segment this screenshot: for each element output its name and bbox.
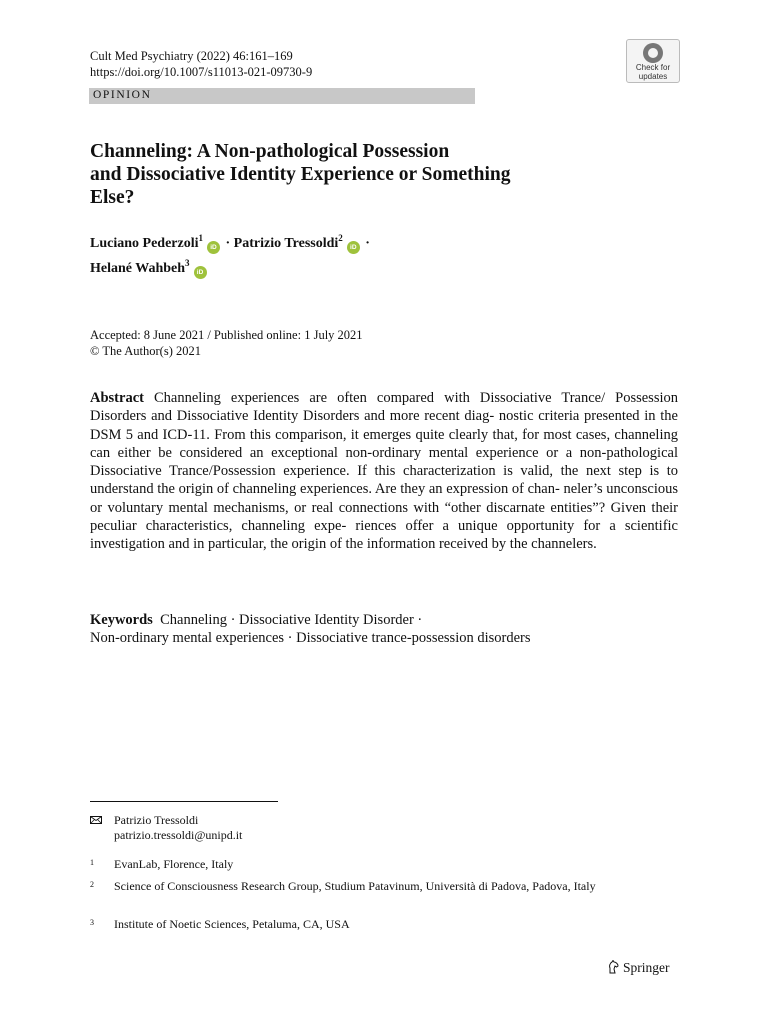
footnote-number: 1	[90, 858, 94, 867]
keywords	[90, 611, 690, 648]
check-for-updates-badge[interactable]	[626, 39, 680, 83]
section-label: OPINION	[93, 89, 152, 101]
orcid-icon[interactable]: iD	[194, 266, 207, 279]
correspondence-email[interactable]: patrizio.tressoldi@unipd.it	[114, 828, 243, 842]
affiliation-mark: 2	[338, 233, 343, 243]
orcid-icon[interactable]: iD	[347, 241, 360, 254]
author-name[interactable]: Patrizio Tressoldi	[233, 236, 339, 251]
citation: Cult Med Psychiatry (2022) 46:161–169	[90, 49, 293, 63]
badge-text-1: Check for	[635, 63, 671, 72]
article-title	[90, 140, 650, 209]
correspondence	[90, 813, 242, 843]
author-separator: ·	[365, 236, 370, 251]
title-line: Else?	[90, 187, 135, 208]
title-line: Channeling: A Non-pathological Possession	[90, 141, 450, 162]
keywords-label: Keywords	[90, 612, 153, 628]
author-name[interactable]: Luciano Pederzoli	[90, 236, 199, 251]
section-banner	[89, 88, 475, 104]
journal-header	[90, 48, 312, 80]
footnote-number: 2	[90, 880, 94, 889]
orcid-icon[interactable]: iD	[207, 241, 220, 254]
footnote-text: Institute of Noetic Sciences, Petaluma, CA, USA	[114, 917, 350, 931]
badge-text-2: updates	[638, 72, 668, 81]
abstract	[90, 389, 678, 554]
affiliation-footnote	[90, 879, 670, 894]
publisher-logo[interactable]	[607, 960, 670, 976]
author-separator: ·	[225, 236, 231, 251]
doi-link[interactable]: https://doi.org/10.1007/s11013-021-09730-9	[90, 65, 313, 79]
affiliation-footnote	[90, 917, 670, 932]
copyright-line: © The Author(s) 2021	[90, 344, 201, 358]
keywords-line: Non-ordinary mental experiences · Dissociative trance-possession disorders	[90, 630, 531, 647]
abstract-text: Channeling experiences are often compared with Dissociative Trance/ Possession Disorders and Dissociative Identity Disorders and more recent diag- nostic criteria presented in the DSM 5 and ICD-11. From this comparison, it emerges quite clearly that, for most cases, channeling can either be considered an exceptional non-ordinary mental experience or a non-pathological Dissociative Trance/Possession experience. If this characterization is valid, the next step is to understand the origin of channeling experiences. Are they an expression of chan- neler’s unconscious or voluntary mental mechanisms, or real connections with “other discarnate entities”? Given their peculiar characteristics, channeling expe- riences offer a unique opportunity for a scientific investigation and in particular, the origin of the information received by the channelers.	[90, 390, 678, 553]
update-icon	[643, 43, 663, 63]
dates-line: Accepted: 8 June 2021 / Published online: 1 July 2021	[90, 328, 363, 342]
title-line: and Dissociative Identity Experience or Something	[90, 164, 511, 185]
author-name[interactable]: Helané Wahbeh	[90, 261, 186, 276]
footnote-number: 3	[90, 918, 94, 927]
envelope-icon	[90, 816, 102, 824]
abstract-label: Abstract	[90, 390, 144, 406]
footnote-text: EvanLab, Florence, Italy	[114, 857, 234, 871]
correspondence-name: Patrizio Tressoldi	[114, 813, 199, 827]
keywords-line: Channeling · Dissociative Identity Disorder ·	[160, 612, 423, 628]
affiliation-footnote	[90, 857, 670, 872]
footnote-divider	[90, 801, 278, 802]
publisher-name: Springer	[623, 960, 670, 975]
footnote-text: Science of Consciousness Research Group, Studium Patavinum, Università di Padova, Padova, Italy	[114, 879, 596, 893]
author-list	[90, 229, 370, 279]
springer-horse-icon	[607, 960, 620, 974]
affiliation-mark: 3	[185, 258, 190, 268]
publication-dates	[90, 327, 363, 359]
affiliation-mark: 1	[198, 233, 203, 243]
